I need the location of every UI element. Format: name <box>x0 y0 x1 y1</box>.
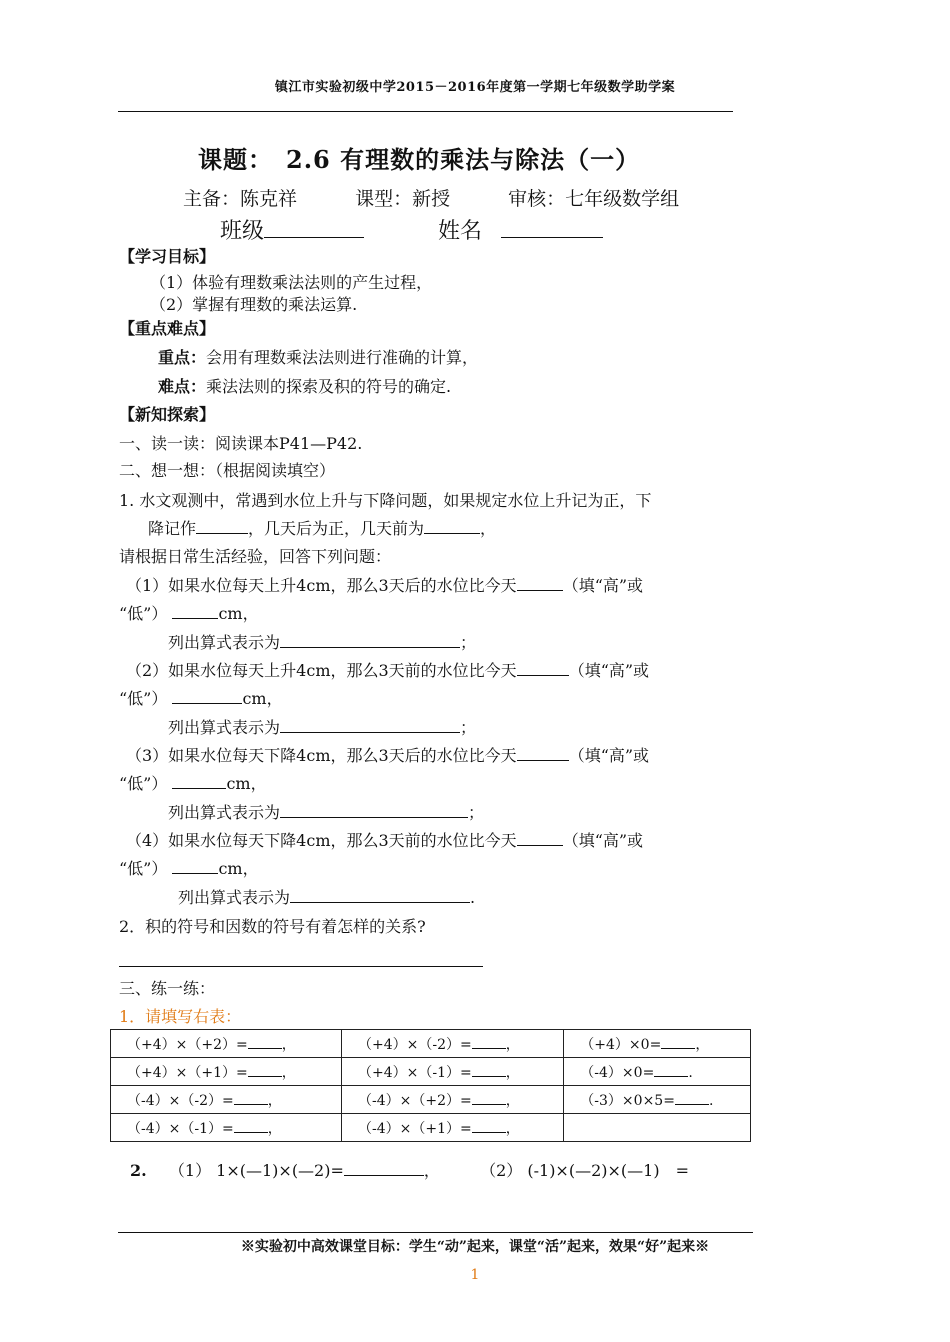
page-number: 1 <box>470 1267 480 1283</box>
cell-end-punct: ， <box>281 1036 296 1053</box>
cell-answer-blank[interactable] <box>472 1090 506 1105</box>
subq-text: ； <box>468 803 485 822</box>
cell-answer-blank[interactable] <box>654 1062 688 1077</box>
keypoints-heading: 【重点难点】 <box>119 319 216 338</box>
cell-expression: （-3）×0×5= <box>580 1092 675 1109</box>
subq-line-a <box>126 573 643 596</box>
subq-blank-amount[interactable] <box>172 859 218 874</box>
cell-answer-blank[interactable] <box>472 1062 506 1077</box>
subq-text: （3）如果水位每天下降4cm，那么3天后的水位比今天 <box>126 746 517 765</box>
subq-text: “低”） <box>119 604 168 623</box>
q2-part-a-end: ， <box>423 1161 440 1180</box>
table-cell <box>342 1058 564 1086</box>
cell-expression: （-4）×（-1）= <box>127 1120 234 1137</box>
subq-text: （1）如果水位每天上升4cm，那么3天后的水位比今天 <box>126 576 517 595</box>
author: 主备：陈克祥 <box>183 188 298 210</box>
subq-blank-formula[interactable] <box>280 718 460 733</box>
q2-part-a: （1） 1×(—1)×(—2)= <box>168 1161 344 1180</box>
goal-item: （1）体验有理数乘法法则的产生过程， <box>150 273 433 292</box>
subq-line-a <box>126 743 649 766</box>
cell-expression: （+4）×（+1）= <box>127 1064 248 1081</box>
subq-text: 列出算式表示为 <box>178 888 291 907</box>
subq-text: （4）如果水位每天下降4cm，那么3天前的水位比今天 <box>126 831 517 850</box>
cell-answer-blank[interactable] <box>472 1118 506 1133</box>
subq-line-c <box>168 800 484 823</box>
q1-b-text: ， <box>480 519 497 538</box>
subq-text: cm， <box>242 689 283 708</box>
cell-expression: （+4）×（-2）= <box>358 1036 472 1053</box>
cell-end-punct: . <box>708 1092 714 1109</box>
table-row <box>111 1058 751 1086</box>
subq-text: cm， <box>218 604 259 623</box>
header-rule <box>118 111 733 112</box>
q1-b-text: 降记作 <box>148 519 197 538</box>
subq-line-a <box>126 828 643 851</box>
focus-text: 会用有理数乘法法则进行准确的计算， <box>206 348 479 367</box>
subq-blank-amount[interactable] <box>172 774 226 789</box>
cell-expression: （+4）×（+2）= <box>127 1036 248 1053</box>
practice-heading: 三、练一练： <box>119 979 216 998</box>
table-row <box>111 1114 751 1142</box>
table-heading: 1．请填写右表： <box>119 1007 242 1026</box>
class-label: 班级 <box>220 219 265 244</box>
subq-line-b <box>119 686 283 709</box>
cell-answer-blank[interactable] <box>661 1034 695 1049</box>
subq-text: “低”） <box>119 689 168 708</box>
footer-slogan: ※实验初中高效课堂目标：学生“动”起来，课堂“活”起来，效果“好”起来※ <box>240 1239 710 1255</box>
cell-answer-blank[interactable] <box>248 1062 282 1077</box>
subq-text: . <box>470 888 476 907</box>
practice-table <box>110 1029 751 1142</box>
subq-text: “低”） <box>119 859 168 878</box>
subq-line-b <box>119 601 259 624</box>
subq-blank-formula[interactable] <box>280 803 468 818</box>
cell-end-punct: ， <box>281 1064 296 1081</box>
subq-blank-compare[interactable] <box>517 661 569 676</box>
q1-blank-before[interactable] <box>424 519 480 534</box>
footer-rule <box>118 1232 753 1233</box>
reviewer: 审核：七年级数学组 <box>508 188 680 210</box>
subq-text: （填“高”或 <box>562 831 644 850</box>
subq-blank-formula[interactable] <box>290 888 470 903</box>
cell-answer-blank[interactable] <box>248 1034 282 1049</box>
goal-item: （2）掌握有理数的乘法运算. <box>150 295 358 314</box>
subq-text: 列出算式表示为 <box>168 803 281 822</box>
read-line: 一、读一读：阅读课本P41—P42. <box>119 434 363 453</box>
difficulty-label: 难点： <box>158 377 207 396</box>
lesson-type: 课型：新授 <box>355 188 451 210</box>
cell-expression: （-4）×0= <box>580 1064 655 1081</box>
name-blank[interactable] <box>501 217 603 238</box>
cell-end-punct: ， <box>505 1120 520 1137</box>
focus-label: 重点： <box>158 348 207 367</box>
q1-line-b <box>148 516 496 539</box>
cell-answer-blank[interactable] <box>675 1090 709 1105</box>
q2-practice-line <box>130 1158 689 1181</box>
subq-line-b <box>119 771 267 794</box>
subq-text: cm， <box>218 859 259 878</box>
focus-line <box>158 345 478 368</box>
cell-end-punct: ， <box>267 1120 282 1137</box>
class-name-row <box>220 214 603 245</box>
subq-text: （填“高”或 <box>562 576 644 595</box>
explore-heading: 【新知探索】 <box>119 405 216 424</box>
q1-b-text: ，几天后为正，几天前为 <box>248 519 425 538</box>
cell-end-punct: ， <box>267 1092 282 1109</box>
table-cell <box>111 1114 342 1142</box>
q1-line-a: 1. 水文观测中，常遇到水位上升与下降问题，如果规定水位上升记为正，下 <box>119 491 652 510</box>
subq-line-c <box>168 630 476 653</box>
subq-text: （2）如果水位每天上升4cm，那么3天前的水位比今天 <box>126 661 517 680</box>
class-blank[interactable] <box>264 217 364 238</box>
table-cell <box>564 1114 751 1142</box>
subq-blank-amount[interactable] <box>172 689 242 704</box>
subq-text: （填“高”或 <box>568 746 650 765</box>
page-title: 课题： 2.6 有理数的乘法与除法（一） <box>198 145 641 174</box>
difficulty-line <box>158 374 451 397</box>
cell-end-punct: ， <box>695 1036 710 1053</box>
goals-heading: 【学习目标】 <box>119 247 216 266</box>
table-cell <box>564 1086 751 1114</box>
subq-text: ； <box>460 633 477 652</box>
table-row <box>111 1086 751 1114</box>
table-cell <box>111 1030 342 1058</box>
subq-blank-compare[interactable] <box>517 746 569 761</box>
page-header: 镇江市实验初级中学2015－2016年度第一学期七年级数学助学案 <box>274 80 676 95</box>
subq-text: “低”） <box>119 774 168 793</box>
table-row <box>111 1030 751 1058</box>
q2-part-a-blank[interactable] <box>344 1161 424 1176</box>
cell-end-punct: ， <box>505 1092 520 1109</box>
subq-line-c <box>178 885 475 908</box>
table-cell <box>342 1030 564 1058</box>
meta-row <box>183 184 679 211</box>
difficulty-text: 乘法法则的探索及积的符号的确定. <box>206 377 452 396</box>
subq-blank-compare[interactable] <box>517 576 563 591</box>
subq-line-a <box>126 658 649 681</box>
cell-answer-blank[interactable] <box>234 1118 268 1133</box>
q2-number: 2. <box>130 1161 147 1180</box>
table-cell <box>342 1114 564 1142</box>
prompt-line: 请根据日常生活经验，回答下列问题： <box>119 547 392 566</box>
table-cell <box>111 1058 342 1086</box>
table-cell <box>111 1086 342 1114</box>
subq-blank-formula[interactable] <box>280 633 460 648</box>
q2-answer-line[interactable] <box>119 966 483 967</box>
subq-line-c <box>168 715 476 738</box>
cell-expression: （-4）×（+2）= <box>358 1092 472 1109</box>
subq-text: 列出算式表示为 <box>168 718 281 737</box>
q2-part-b: （2） (-1)×(—2)×(—1) = <box>480 1161 689 1180</box>
subq-text: 列出算式表示为 <box>168 633 281 652</box>
subq-text: cm， <box>226 774 267 793</box>
subq-blank-amount[interactable] <box>172 604 218 619</box>
subq-text: （填“高”或 <box>568 661 650 680</box>
table-cell <box>564 1030 751 1058</box>
q1-blank-down[interactable] <box>196 519 248 534</box>
think-line: 二、想一想：（根据阅读填空） <box>119 461 336 480</box>
cell-end-punct: ， <box>505 1036 520 1053</box>
table-cell <box>564 1058 751 1086</box>
subq-line-b <box>119 856 259 879</box>
cell-end-punct: . <box>688 1064 693 1081</box>
cell-expression: （-4）×（-2）= <box>127 1092 234 1109</box>
name-label: 姓名 <box>438 219 483 244</box>
q2-line: 2．积的符号和因数的符号有着怎样的关系? <box>119 917 426 936</box>
cell-expression: （+4）×0= <box>580 1036 662 1053</box>
table-cell <box>342 1086 564 1114</box>
cell-expression: （-4）×（+1）= <box>358 1120 472 1137</box>
subq-text: ； <box>460 718 477 737</box>
cell-answer-blank[interactable] <box>234 1090 268 1105</box>
cell-end-punct: ， <box>505 1064 520 1081</box>
cell-answer-blank[interactable] <box>472 1034 506 1049</box>
subq-blank-compare[interactable] <box>517 831 563 846</box>
cell-expression: （+4）×（-1）= <box>358 1064 472 1081</box>
